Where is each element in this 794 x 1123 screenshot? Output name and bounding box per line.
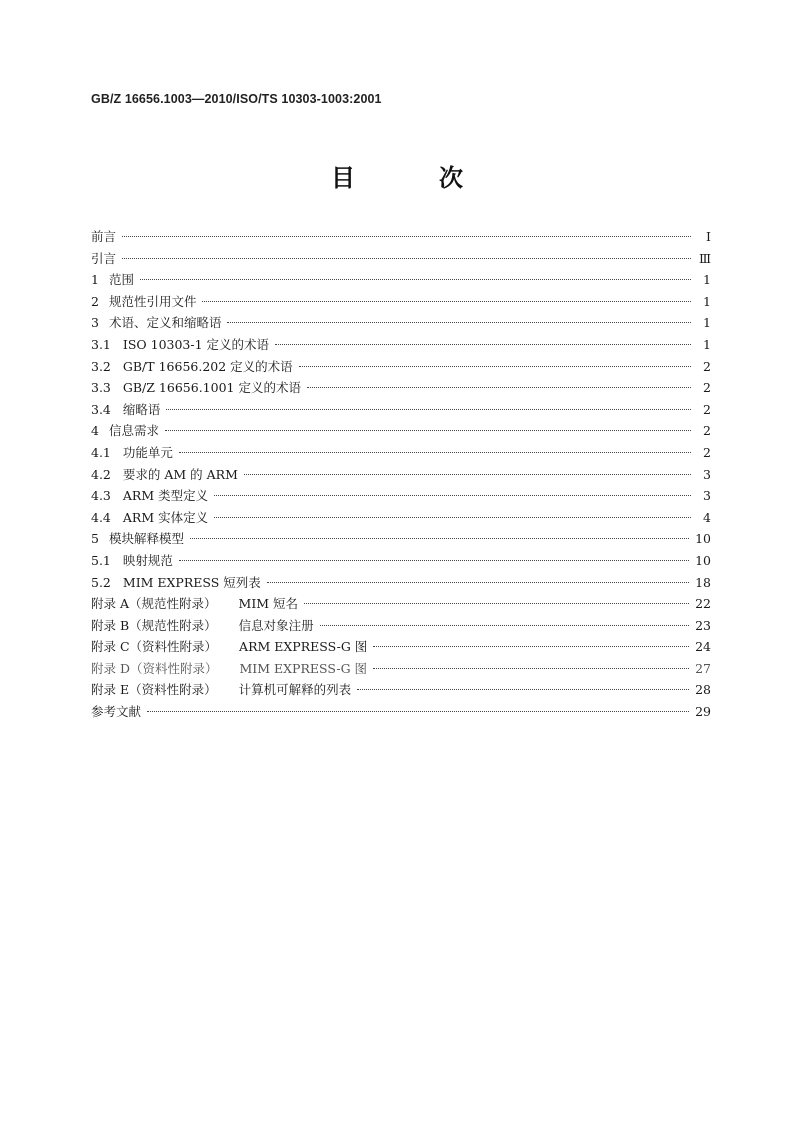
toc-entry[interactable]	[91, 550, 711, 572]
toc-entry-page: 3	[703, 488, 711, 504]
toc-entry-number: 3.1	[91, 336, 111, 352]
toc-entry-page: 22	[695, 596, 711, 612]
toc-entry-title: 引言	[91, 250, 117, 266]
toc-entry-title: 信息需求	[108, 423, 159, 439]
toc-entry-number: 附录 D（资料性附录）	[91, 660, 218, 676]
toc-entry-page: 2	[703, 358, 711, 374]
toc-entry-number: 附录 E（资料性附录）	[91, 682, 217, 698]
toc-dot-leader	[179, 560, 689, 561]
toc-entry[interactable]	[91, 399, 711, 421]
toc-entry-title: MIM 短名	[238, 596, 299, 612]
toc-dot-leader	[320, 625, 689, 626]
toc-entry-title: GB/Z 16656.1001 定义的术语	[122, 380, 301, 396]
toc-title: 目 次	[331, 163, 493, 192]
toc-dot-leader	[357, 689, 689, 690]
document-code-header: GB/Z 16656.1003—2010/ISO/TS 10303-1003:2001	[91, 92, 382, 106]
toc-entry-number: 2	[91, 293, 99, 309]
toc-entry[interactable]	[91, 528, 711, 550]
toc-entry-page: 1	[703, 293, 711, 309]
toc-entry-page: 2	[703, 423, 711, 439]
table-of-contents	[91, 226, 711, 723]
toc-entry[interactable]	[91, 572, 711, 594]
toc-entry[interactable]	[91, 356, 711, 378]
toc-entry-page: 4	[703, 509, 711, 525]
toc-entry-title: MIM EXPRESS-G 图	[239, 660, 368, 676]
toc-dot-leader	[122, 236, 691, 237]
toc-entry-page: Ⅲ	[698, 250, 711, 266]
toc-dot-leader	[275, 344, 691, 345]
toc-entry[interactable]	[91, 226, 711, 248]
toc-entry[interactable]	[91, 442, 711, 464]
toc-entry-number: 1	[91, 272, 99, 288]
toc-entry-number: 3.2	[91, 358, 111, 374]
toc-entry-number: 4	[91, 423, 99, 439]
toc-entry[interactable]	[91, 485, 711, 507]
toc-entry[interactable]	[91, 636, 711, 658]
toc-entry-page: 27	[695, 660, 711, 676]
toc-entry-title: GB/T 16656.202 定义的术语	[122, 358, 293, 374]
toc-entry-number: 4.2	[91, 466, 111, 482]
toc-entry[interactable]	[91, 248, 711, 270]
toc-entry[interactable]	[91, 701, 711, 723]
toc-entry[interactable]	[91, 679, 711, 701]
toc-entry-number: 4.1	[91, 444, 111, 460]
toc-entry-title: 计算机可解释的列表	[238, 682, 352, 698]
toc-dot-leader	[244, 474, 691, 475]
toc-entry[interactable]	[91, 464, 711, 486]
toc-dot-leader	[373, 646, 689, 647]
toc-dot-leader	[122, 258, 691, 259]
toc-entry[interactable]	[91, 312, 711, 334]
toc-entry-title: 功能单元	[122, 444, 173, 460]
toc-entry-page: Ⅰ	[706, 229, 711, 244]
toc-dot-leader	[267, 582, 689, 583]
toc-entry-title: 缩略语	[122, 401, 161, 417]
toc-entry-title: 范围	[108, 272, 134, 288]
toc-entry-page: 2	[703, 401, 711, 417]
toc-entry-number: 4.3	[91, 488, 111, 504]
toc-dot-leader	[299, 366, 691, 367]
toc-entry-number: 5.1	[91, 552, 111, 568]
toc-entry-page: 18	[695, 574, 711, 590]
toc-entry-page: 2	[703, 380, 711, 396]
toc-entry[interactable]	[91, 334, 711, 356]
toc-entry-number: 3	[91, 315, 99, 331]
toc-dot-leader	[214, 517, 691, 518]
toc-entry-title: 要求的 AM 的 ARM	[122, 466, 238, 482]
toc-entry[interactable]	[91, 593, 711, 615]
toc-entry-title: ARM EXPRESS-G 图	[239, 639, 368, 655]
toc-entry-title: 映射规范	[122, 552, 173, 568]
toc-entry-page: 1	[703, 336, 711, 352]
toc-entry[interactable]	[91, 291, 711, 313]
toc-entry-page: 2	[703, 444, 711, 460]
toc-entry-number: 3.4	[91, 401, 111, 417]
toc-entry-page: 1	[703, 272, 711, 288]
toc-dot-leader	[179, 452, 691, 453]
toc-entry-title: ARM 类型定义	[122, 488, 209, 504]
toc-entry-title: 规范性引用文件	[108, 293, 197, 309]
toc-entry[interactable]	[91, 615, 711, 637]
toc-dot-leader	[166, 409, 691, 410]
toc-entry[interactable]	[91, 377, 711, 399]
toc-entry[interactable]	[91, 269, 711, 291]
toc-entry-number: 3.3	[91, 380, 111, 396]
toc-entry-number: 5.2	[91, 574, 111, 590]
toc-dot-leader	[202, 301, 691, 302]
toc-entry-page: 29	[695, 704, 711, 720]
toc-entry-title: MIM EXPRESS 短列表	[122, 574, 261, 590]
toc-entry-page: 3	[703, 466, 711, 482]
toc-entry-page: 1	[703, 315, 711, 331]
toc-dot-leader	[304, 603, 689, 604]
toc-entry-title: 参考文献	[91, 704, 142, 720]
toc-entry-page: 28	[695, 682, 711, 698]
toc-entry-page: 10	[695, 531, 711, 547]
toc-dot-leader	[147, 711, 689, 712]
toc-entry[interactable]	[91, 658, 711, 680]
toc-dot-leader	[373, 668, 689, 669]
toc-entry-number: 附录 B（规范性附录）	[91, 617, 217, 633]
toc-dot-leader	[165, 430, 691, 431]
toc-entry-number: 附录 C（资料性附录）	[91, 639, 218, 655]
toc-dot-leader	[140, 279, 691, 280]
toc-dot-leader	[307, 387, 691, 388]
toc-entry-title: 模块解释模型	[108, 531, 184, 547]
toc-entry[interactable]	[91, 507, 711, 529]
toc-entry-title: 信息对象注册	[238, 617, 314, 633]
toc-entry-number: 5	[91, 531, 99, 547]
toc-entry[interactable]	[91, 420, 711, 442]
toc-entry-page: 24	[695, 639, 711, 655]
toc-dot-leader	[190, 538, 689, 539]
toc-entry-number: 附录 A（规范性附录）	[91, 596, 217, 612]
toc-entry-page: 10	[695, 552, 711, 568]
toc-entry-title: ISO 10303-1 定义的术语	[122, 336, 270, 352]
toc-entry-number: 4.4	[91, 509, 111, 525]
toc-dot-leader	[214, 495, 691, 496]
toc-entry-title: 术语、定义和缩略语	[108, 315, 222, 331]
toc-dot-leader	[227, 322, 691, 323]
toc-entry-title: ARM 实体定义	[122, 509, 209, 525]
toc-entry-page: 23	[695, 617, 711, 633]
toc-entry-title: 前言	[91, 229, 117, 244]
